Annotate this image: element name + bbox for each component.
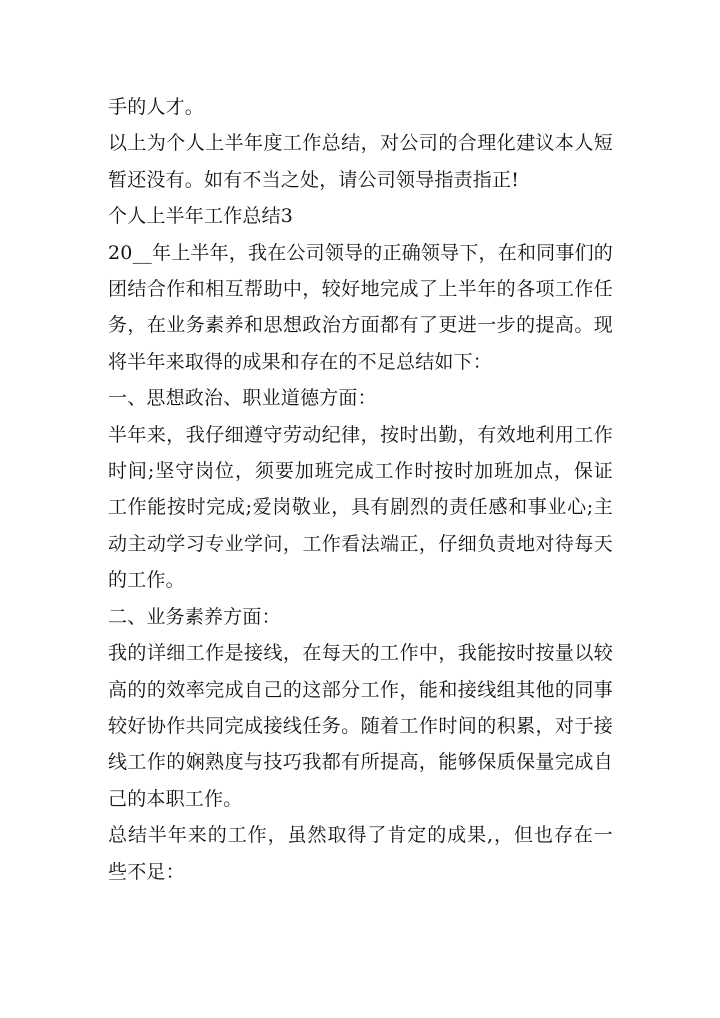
section-title: 个人上半年工作总结3: [108, 205, 294, 228]
paragraph-intro: 20__年上半年，我在公司领导的正确领导下，在和同事们的团结合作和相互帮助中，较好地完成了上半年的各项工作任务，在业务素养和思想政治方面都有了更进一步的提高。现将半年来取得的成果和存在的不足总结如下：: [108, 241, 613, 373]
heading-political-ethics: 一、思想政治、职业道德方面：: [108, 387, 377, 410]
paragraph-political-ethics: 半年来，我仔细遵守劳动纪律，按时出勤，有效地利用工作时间;坚守岗位，须要加班完成工作时按时加班加点，保证工作能按时完成;爱岗敬业，具有剧烈的责任感和事业心;主动主动学习专业学问，工作看法端正，仔细负责地对待每天的工作。: [108, 423, 613, 592]
paragraph-summary: 总结半年来的工作，虽然取得了肯定的成果,，但也存在一些不足：: [108, 824, 613, 883]
paragraph-professional-quality: 我的详细工作是接线，在每天的工作中，我能按时按量以较高的的效率完成自己的这部分工作，能和接线组其他的同事较好协作共同完成接线任务。随着工作时间的积累，对于接线工作的娴熟度与技巧我都有所提高，能够保质保量完成自己的本职工作。: [108, 642, 613, 810]
document-body: [108, 89, 613, 890]
paragraph-closing-remark: 以上为个人上半年度工作总结，对公司的合理化建议本人短暂还没有。如有不当之处，请公司领导指责指正!: [108, 132, 613, 191]
paragraph-continuation: 手的人才。: [108, 96, 205, 118]
heading-professional-quality: 二、业务素养方面：: [108, 605, 281, 628]
